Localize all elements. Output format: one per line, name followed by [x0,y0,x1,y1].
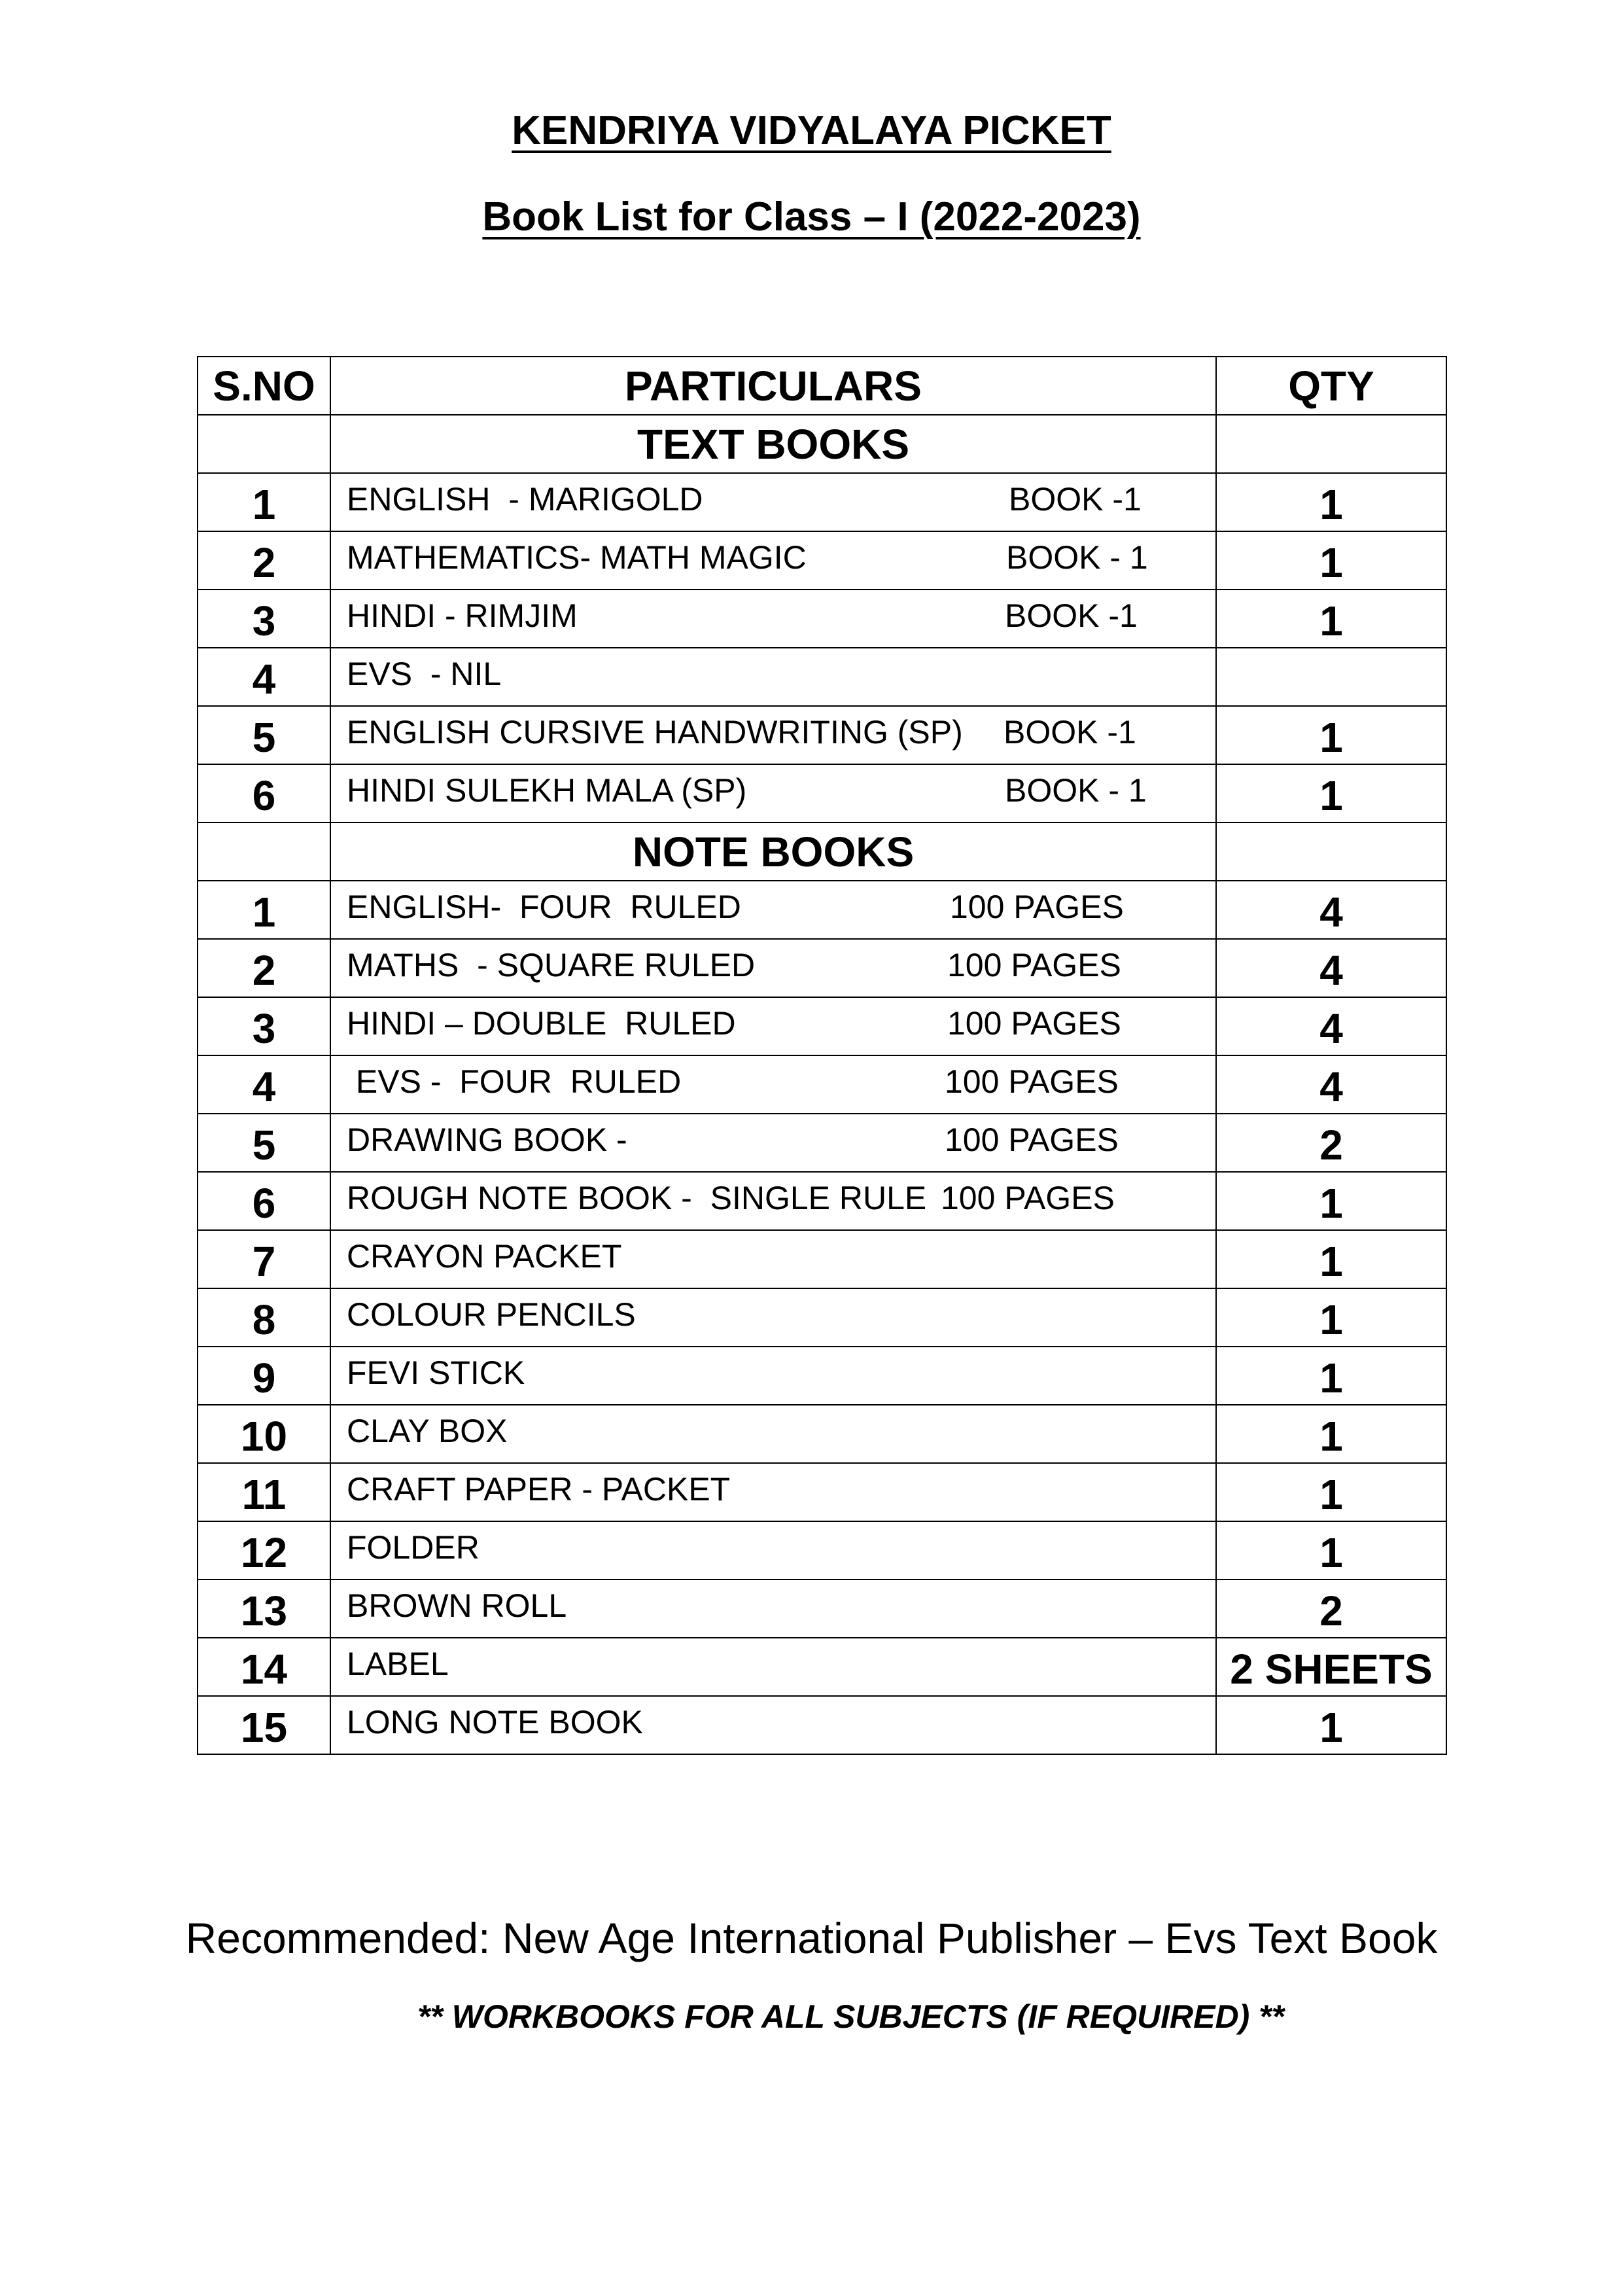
table-row [198,590,1446,648]
row-sno: 4 [198,1055,330,1114]
school-title: KENDRIYA VIDYALAYA PICKET [512,108,1111,153]
row-qty: 2 [1216,1580,1446,1638]
table-row [198,1405,1446,1463]
column-header-particulars: PARTICULARS [330,357,1216,415]
item-extra: 100 PAGES [945,1063,1119,1100]
recommended-note: Recommended: New Age International Publisher – Evs Text Book [185,1914,1438,1962]
table-row [198,1347,1446,1405]
item-extra: 100 PAGES [947,1005,1121,1042]
item-name: FOLDER [347,1529,480,1566]
row-sno: 1 [198,881,330,939]
table-header-row [198,357,1446,415]
table-row [198,997,1446,1055]
section-row-text-books [198,415,1446,473]
section-heading-text-books: TEXT BOOKS [330,415,1216,473]
section-empty-cell [1216,415,1446,473]
item-extra: BOOK -1 [1003,714,1136,751]
row-particulars [330,1638,1216,1696]
item-extra: BOOK - 1 [1005,772,1147,809]
item-name: COLOUR PENCILS [347,1296,636,1333]
row-qty: 4 [1216,997,1446,1055]
row-particulars [330,1696,1216,1754]
row-qty: 1 [1216,706,1446,764]
table-row [198,1521,1446,1580]
item-name: MATHS - SQUARE RULED [347,947,756,983]
item-name: DRAWING BOOK - [347,1122,627,1158]
row-qty: 1 [1216,1463,1446,1521]
row-sno: 8 [198,1288,330,1347]
row-particulars [330,1580,1216,1638]
item-name: LABEL [347,1646,449,1682]
item-name: ENGLISH - MARIGOLD [347,481,703,518]
table-row [198,473,1446,531]
row-sno: 6 [198,764,330,822]
row-particulars [330,1172,1216,1230]
table-row [198,1055,1446,1114]
row-qty: 1 [1216,1230,1446,1288]
row-particulars [330,939,1216,997]
table-row [198,1580,1446,1638]
item-name: BROWN ROLL [347,1587,567,1624]
table-row [198,531,1446,590]
row-particulars [330,590,1216,648]
row-particulars [330,881,1216,939]
table-row [198,1288,1446,1347]
row-sno: 14 [198,1638,330,1696]
row-qty: 1 [1216,531,1446,590]
row-qty [1216,648,1446,706]
row-qty: 1 [1216,1172,1446,1230]
row-sno: 2 [198,939,330,997]
row-particulars [330,648,1216,706]
table-row [198,706,1446,764]
row-sno: 15 [198,1696,330,1754]
row-qty: 1 [1216,1405,1446,1463]
row-qty: 1 [1216,764,1446,822]
item-extra: 100 PAGES [945,1122,1119,1158]
row-particulars [330,1055,1216,1114]
row-sno: 10 [198,1405,330,1463]
row-sno: 3 [198,590,330,648]
row-particulars [330,531,1216,590]
row-sno: 4 [198,648,330,706]
row-sno: 12 [198,1521,330,1580]
table-row [198,764,1446,822]
row-particulars [330,473,1216,531]
item-name: CRAYON PACKET [347,1238,622,1275]
row-qty: 1 [1216,1521,1446,1580]
item-name: CLAY BOX [347,1413,508,1449]
item-name: ENGLISH CURSIVE HANDWRITING (SP) [347,714,963,751]
item-name: EVS - NIL [347,656,502,692]
section-empty-cell [198,822,330,881]
row-sno: 9 [198,1347,330,1405]
item-name: FEVI STICK [347,1354,525,1391]
section-heading-note-books: NOTE BOOKS [330,822,1216,881]
row-qty: 2 SHEETS [1216,1638,1446,1696]
row-sno: 11 [198,1463,330,1521]
row-qty: 1 [1216,1696,1446,1754]
table-row [198,881,1446,939]
table-row [198,1638,1446,1696]
item-name: LONG NOTE BOOK [347,1704,643,1740]
row-qty: 1 [1216,1288,1446,1347]
row-particulars [330,1114,1216,1172]
row-sno: 7 [198,1230,330,1288]
table-row [198,1172,1446,1230]
table-row [198,1230,1446,1288]
item-extra: BOOK -1 [1005,597,1138,634]
item-name: HINDI - RIMJIM [347,597,578,634]
item-name: HINDI SULEKH MALA (SP) [347,772,747,809]
item-extra: 100 PAGES [950,889,1124,925]
row-qty: 4 [1216,1055,1446,1114]
item-name: MATHEMATICS- MATH MAGIC [347,539,807,576]
row-qty: 1 [1216,473,1446,531]
row-sno: 5 [198,1114,330,1172]
row-sno: 2 [198,531,330,590]
row-sno: 3 [198,997,330,1055]
section-row-note-books [198,822,1446,881]
item-name: CRAFT PAPER - PACKET [347,1471,731,1508]
row-qty: 4 [1216,881,1446,939]
item-name: ROUGH NOTE BOOK - SINGLE RULE [347,1180,927,1216]
row-qty: 2 [1216,1114,1446,1172]
row-sno: 6 [198,1172,330,1230]
item-extra: BOOK -1 [1009,481,1142,518]
row-particulars [330,997,1216,1055]
table-row [198,648,1446,706]
item-name: HINDI – DOUBLE RULED [347,1005,736,1042]
book-list-table [197,356,1447,1755]
workbooks-note: ** WORKBOOKS FOR ALL SUBJECTS (IF REQUIRED) ** [417,1998,1285,2035]
table-row [198,939,1446,997]
row-particulars [330,1405,1216,1463]
row-particulars [330,1288,1216,1347]
column-header-qty: QTY [1216,357,1446,415]
section-empty-cell [1216,822,1446,881]
row-particulars [330,706,1216,764]
row-particulars [330,1347,1216,1405]
row-qty: 1 [1216,590,1446,648]
section-empty-cell [198,415,330,473]
row-sno: 1 [198,473,330,531]
item-name: EVS - FOUR RULED [347,1063,682,1100]
row-sno: 5 [198,706,330,764]
table-row [198,1114,1446,1172]
item-extra: 100 PAGES [947,947,1121,983]
table-row [198,1463,1446,1521]
column-header-sno: S.NO [198,357,330,415]
table-row [198,1696,1446,1754]
row-qty: 4 [1216,939,1446,997]
row-particulars [330,1230,1216,1288]
item-extra: BOOK - 1 [1006,539,1148,576]
item-name: ENGLISH- FOUR RULED [347,889,741,925]
row-qty: 1 [1216,1347,1446,1405]
book-list-subtitle: Book List for Class – I (2022-2023) [482,194,1141,239]
row-sno: 13 [198,1580,330,1638]
row-particulars [330,1463,1216,1521]
row-particulars [330,764,1216,822]
item-extra: 100 PAGES [941,1180,1115,1216]
row-particulars [330,1521,1216,1580]
